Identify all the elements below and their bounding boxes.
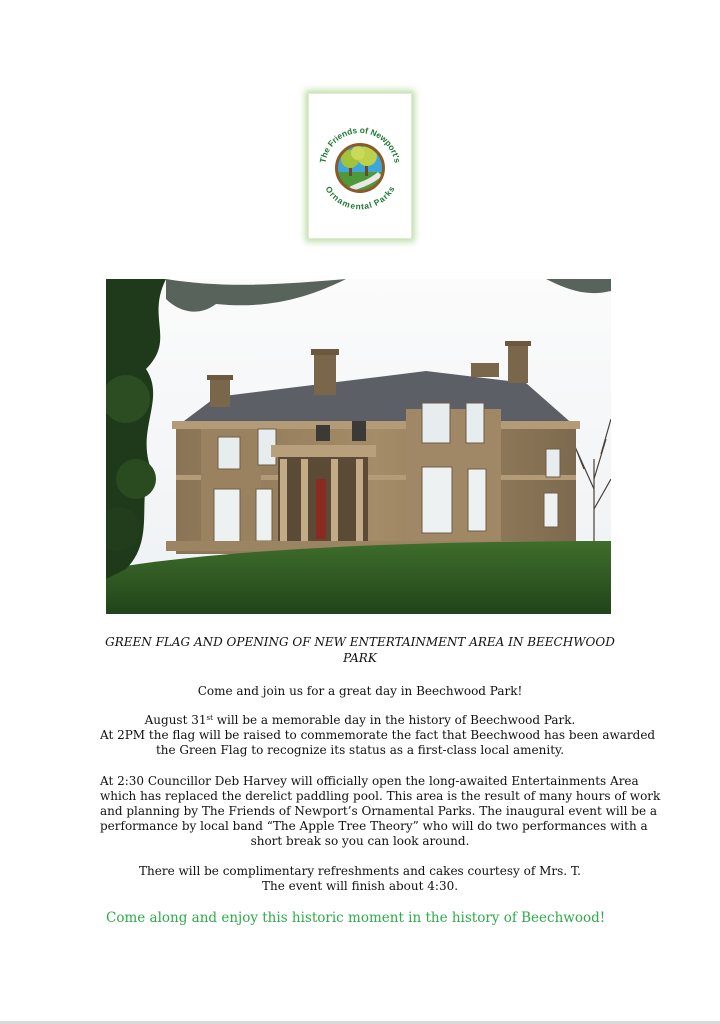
entertainment-area-paragraph [100,774,661,849]
flag-line-3: the Green Flag to recognize its status as a first-class local amenity. [155,743,565,757]
ent-line-1: At 2:30 Councillor Deb Harvey will officially open the long-awaited Entertainments Area [100,774,639,788]
friends-of-newports-ornamental-parks-logo [308,93,412,239]
refresh-line-1: There will be complimentary refreshments and cakes courtesy of Mrs. T. [139,864,581,878]
flag-line-1 [100,713,620,728]
date-text: August 31 [144,713,207,727]
logo-graphic [312,98,408,234]
flag-raising-paragraph [100,713,656,758]
flag-line-1-rest: will be a memorable day in the history of Beechwood Park. [212,713,576,727]
logo-text-top: The Friends of Newport's [317,124,403,164]
closing-invitation: Come along and enjoy this historic moment in the history of Beechwood! [106,910,606,926]
logo-text-bottom: Ornamental Parks [323,184,397,212]
house-illustration [106,279,611,614]
headline-line-2: PARK [343,651,377,665]
event-headline [100,634,620,666]
beechwood-house-photo [106,279,611,614]
flag-line-2: At 2PM the flag will be raised to commemorate the fact that Beechwood has been awarded [100,728,656,742]
refresh-line-2: The event will finish about 4:30. [261,879,459,893]
ent-line-5: short break so you can look around. [250,834,470,848]
intro-paragraph [100,684,620,699]
park-scene-icon [332,143,388,194]
ent-line-4: performance by local band “The Apple Tree Theory” who will do two performances with a [100,819,648,833]
ent-line-3: and planning by The Friends of Newport’s Ornamental Parks. The inaugural event will be a [100,804,658,818]
headline-line-1: GREEN FLAG AND OPENING OF NEW ENTERTAINMENT AREA IN BEECHWOOD [105,635,615,649]
date-ordinal: st [206,714,213,722]
intro-line: Come and join us for a great day in Beechwood Park! [197,684,523,698]
ent-line-2: which has replaced the derelict paddling pool. This area is the result of many hours of work [100,789,661,803]
refreshments-paragraph [100,864,620,894]
